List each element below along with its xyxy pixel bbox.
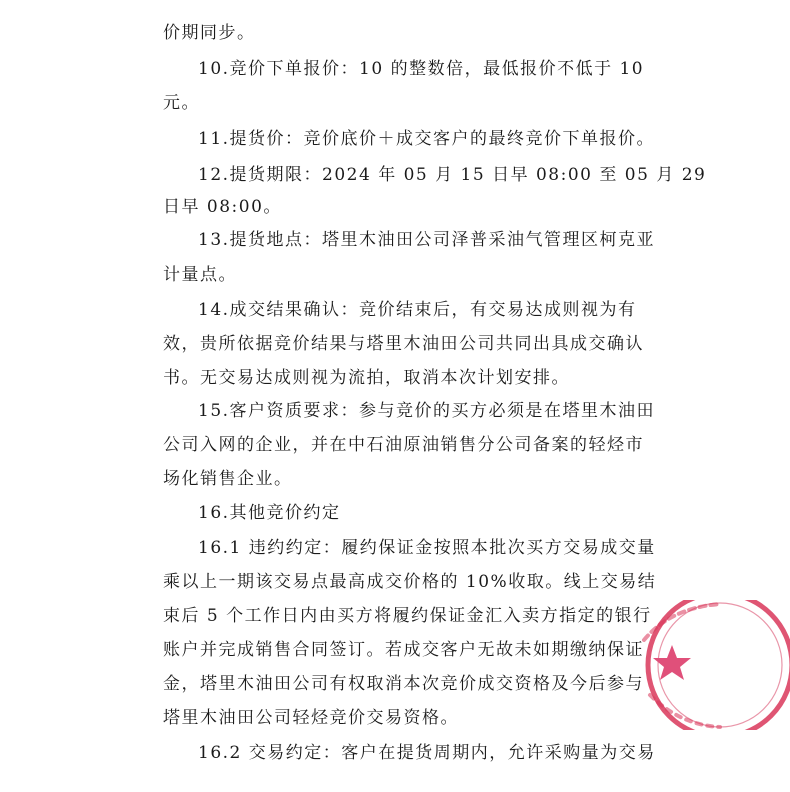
text-line: 日早 08:00。	[163, 197, 282, 217]
text-line: 乘以上一期该交易点最高成交价格的 10%收取。线上交易结	[163, 572, 657, 592]
text-line: 16.1 违约约定：履约保证金按照本批次买方交易成交量	[198, 538, 656, 558]
official-seal	[610, 600, 790, 730]
text-line: 13.提货地点：塔里木油田公司泽普采油气管理区柯克亚	[198, 230, 656, 250]
text-line: 15.客户资质要求：参与竞价的买方必须是在塔里木油田	[198, 401, 656, 421]
text-line: 12.提货期限：2024 年 05 月 15 日早 08:00 至 05 月 29	[198, 165, 707, 185]
text-line: 11.提货价：竞价底价＋成交客户的最终竞价下单报价。	[198, 129, 656, 149]
text-line: 价期同步。	[163, 23, 256, 43]
text-line: 账户并完成销售合同签订。若成交客户无故未如期缴纳保证	[163, 640, 644, 660]
text-line: 塔里木油田公司轻烃竞价交易资格。	[163, 708, 459, 728]
text-line: 计量点。	[163, 265, 237, 285]
text-line: 书。无交易达成则视为流拍，取消本次计划安排。	[163, 368, 570, 388]
text-line: 14.成交结果确认：竞价结束后，有交易达成则视为有	[198, 300, 637, 320]
text-line: 16.其他竞价约定	[198, 503, 341, 523]
text-line: 10.竞价下单报价：10 的整数倍，最低报价不低于 10	[198, 59, 645, 79]
text-line: 元。	[163, 93, 200, 113]
text-line: 金，塔里木油田公司有权取消本次竞价成交资格及今后参与	[163, 674, 644, 694]
text-line: 效，贵所依据竞价结果与塔里木油田公司共同出具成交确认	[163, 334, 644, 354]
text-line: 公司入网的企业，并在中石油原油销售分公司备案的轻烃市	[163, 435, 644, 455]
text-line: 16.2 交易约定：客户在提货周期内，允许采购量为交易	[198, 743, 656, 763]
text-line: 场化销售企业。	[163, 469, 293, 489]
text-line: 束后 5 个工作日内由买方将履约保证金汇入卖方指定的银行	[163, 606, 652, 626]
